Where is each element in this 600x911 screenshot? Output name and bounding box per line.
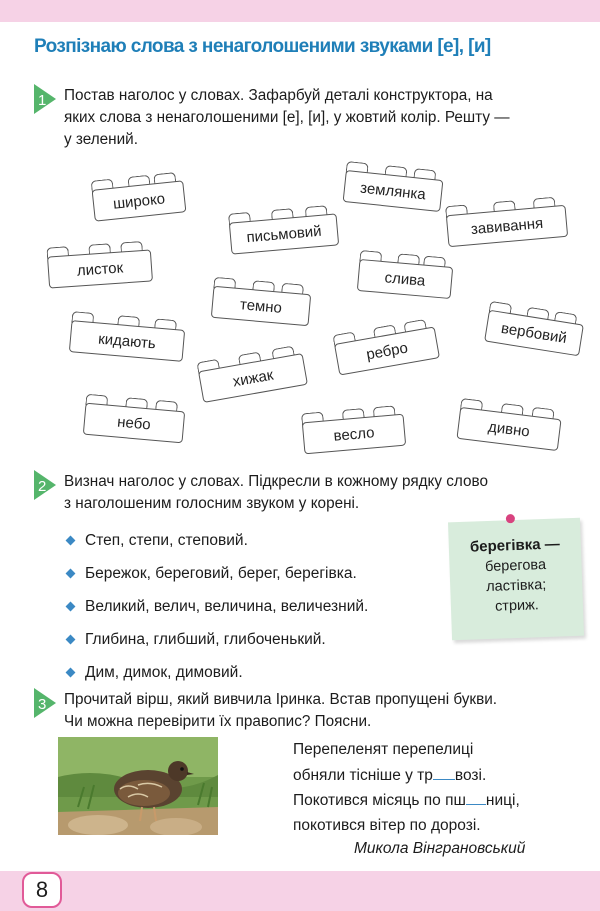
- svg-text:1: 1: [38, 92, 47, 109]
- bullet-diamond-icon: [66, 536, 76, 546]
- brick-word: хижак: [198, 353, 308, 403]
- brick-word: вербовий: [484, 310, 584, 357]
- task-3-badge-icon: [34, 688, 56, 718]
- construction-brick[interactable]: [92, 180, 187, 221]
- missing-letter-blank[interactable]: [433, 763, 455, 780]
- word-rows-list: [64, 524, 368, 689]
- svg-text:3: 3: [38, 696, 47, 713]
- bullet-diamond-icon: [66, 569, 76, 579]
- bullet-diamond-icon: [66, 635, 76, 645]
- poem: Перепеленят перепелиці обняли тісніше у тр возі. Покотився місяць по пш ниці, покотився вітер по дорозі.: [293, 741, 520, 834]
- task-1-instructions: Постав наголос у словах. Зафарбуй деталі конструктора, на яких слова з ненаголошеними [е], [и], у жовтий колір. Решту — у зелений.: [64, 87, 510, 148]
- poem-author: Микола Вінграновський: [354, 840, 526, 857]
- construction-brick[interactable]: [456, 407, 561, 451]
- word-row: Глибина, глибший, глибоченький.: [64, 623, 368, 656]
- task-2-instructions: Визнач наголос у словах. Підкресли в кожному рядку слово з наголошеним голосним звуком у корені.: [64, 473, 489, 512]
- brick-word: темно: [211, 286, 311, 326]
- word-row: Великий, велич, величина, величезний.: [64, 590, 368, 623]
- brick-word: весло: [302, 414, 406, 455]
- brick-word: широко: [92, 180, 187, 221]
- vocabulary-note: берегівка — берегова ластівка; стриж.: [448, 518, 584, 641]
- construction-brick[interactable]: [229, 213, 339, 254]
- task-2-badge-icon: [34, 470, 56, 500]
- brick-word: землянка: [343, 170, 444, 212]
- brick-word: письмовий: [229, 213, 339, 254]
- construction-brick[interactable]: [357, 259, 453, 299]
- task-3-instructions: Прочитай вірш, який вивчила Іринка. Встав пропущені букви. Чи можна перевірити їх правопис? Поясни.: [64, 691, 498, 730]
- brick-word: кидають: [69, 320, 185, 362]
- brick-word: дивно: [456, 407, 561, 451]
- bullet-diamond-icon: [66, 668, 76, 678]
- construction-brick[interactable]: [47, 249, 153, 288]
- bullet-diamond-icon: [66, 602, 76, 612]
- construction-brick[interactable]: [211, 286, 311, 326]
- quail-photo: [58, 737, 218, 835]
- brick-word: листок: [47, 249, 153, 288]
- construction-brick[interactable]: [83, 403, 185, 444]
- construction-brick[interactable]: [343, 170, 444, 212]
- task-1-badge-icon: [34, 84, 56, 114]
- construction-brick[interactable]: [446, 205, 568, 247]
- brick-word: ребро: [334, 326, 440, 375]
- top-band: [0, 0, 600, 22]
- svg-text:2: 2: [38, 478, 47, 495]
- pin-icon: [506, 514, 515, 523]
- construction-brick[interactable]: [484, 310, 584, 357]
- word-row: Степ, степи, степовий.: [64, 524, 368, 557]
- bottom-band: [0, 871, 600, 911]
- word-row: Бережок, береговий, берег, берегівка.: [64, 557, 368, 590]
- construction-brick[interactable]: [302, 414, 406, 455]
- construction-brick[interactable]: [198, 353, 308, 403]
- lesson-title: Розпізнаю слова з ненаголошеними звуками [е], [и]: [34, 36, 491, 57]
- page-number: 8: [22, 872, 62, 908]
- construction-brick[interactable]: [69, 320, 185, 362]
- missing-letter-blank[interactable]: [466, 788, 486, 805]
- construction-brick[interactable]: [334, 326, 440, 375]
- brick-word: завивання: [446, 205, 568, 247]
- word-row: Дим, димок, димовий.: [64, 656, 368, 689]
- brick-word: слива: [357, 259, 453, 299]
- brick-word: небо: [83, 403, 185, 444]
